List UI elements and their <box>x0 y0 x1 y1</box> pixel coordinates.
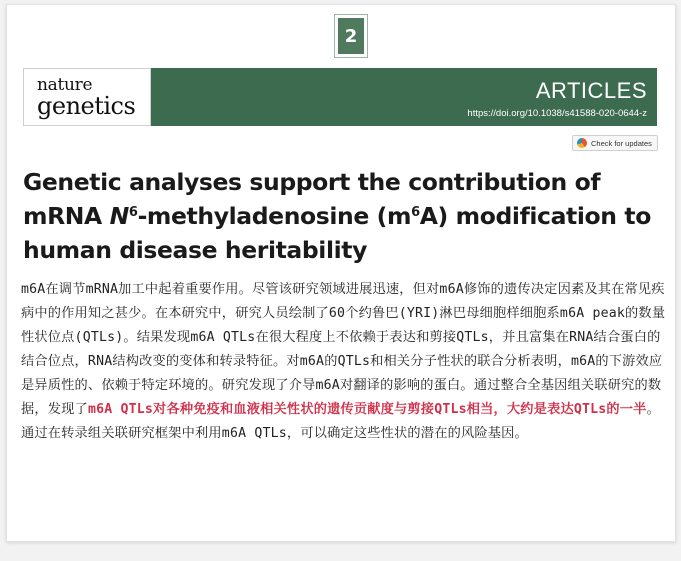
logo-nature-text: nature <box>37 75 93 95</box>
check-for-updates-label: Check for updates <box>591 138 652 148</box>
title-line-2 <box>23 199 668 233</box>
section-label: ARTICLES <box>535 78 647 103</box>
article-card <box>6 4 676 542</box>
journal-header <box>23 68 657 126</box>
crossmark-icon <box>577 138 587 148</box>
header-banner <box>151 68 657 126</box>
logo-genetics-text: genetics <box>37 92 136 120</box>
abstract-highlight: m6A QTLs对各种免疫和血液相关性状的遗传贡献度与剪接QTLs相当，大约是表达QTLs的一半 <box>87 402 647 417</box>
title-superscript: 6 <box>128 205 138 220</box>
title-line-3: human disease heritability <box>23 236 368 264</box>
article-title <box>23 165 668 267</box>
title-superscript: 6 <box>411 205 420 220</box>
check-for-updates-button[interactable] <box>572 135 658 151</box>
title-line-1: Genetic analyses support the contribution of <box>23 168 601 196</box>
doi-link[interactable]: https://doi.org/10.1038/s41588-020-0644-z <box>467 108 647 119</box>
abstract-body: m6A在调节mRNA加工中起着重要作用。尽管该研究领域进展迅速，但对m6A修饰的遗传决定因素及其在常见疾病中的作用知之甚少。在本研究中，研究人员绘制了60个约鲁巴(YRI)淋巴母细胞样细胞系m6A peak的数量性状位点(QTLs)。结果发现m6A QTLs在很大程度上不依赖于表达和剪接QTLs，并且富集在RNA结合蛋白的结合位点，RNA结构改变的变体和转录特征。对m6A的QTLs和相关分子性状的联合分析表明，m6A的下游效应是异质性的、依赖于特定环境的。研究发现了介导m6A对翻译的影响的蛋白。通过整合全基因组关联研究的数据，发现了 <box>21 282 666 417</box>
title-italic-n: N <box>109 202 129 230</box>
title-part: -methyladenosine (m <box>137 202 412 230</box>
journal-logo <box>23 68 151 126</box>
step-number: 2 <box>338 18 364 54</box>
title-part: A) modification to <box>419 202 651 230</box>
abstract-text <box>21 278 666 446</box>
title-part: mRNA <box>23 202 110 230</box>
abstract-body-end: 。通过在转录组关联研究框架中利用m6A QTLs，可以确定这些性状的潜在的风险基因。 <box>21 402 660 441</box>
step-badge <box>334 14 368 58</box>
